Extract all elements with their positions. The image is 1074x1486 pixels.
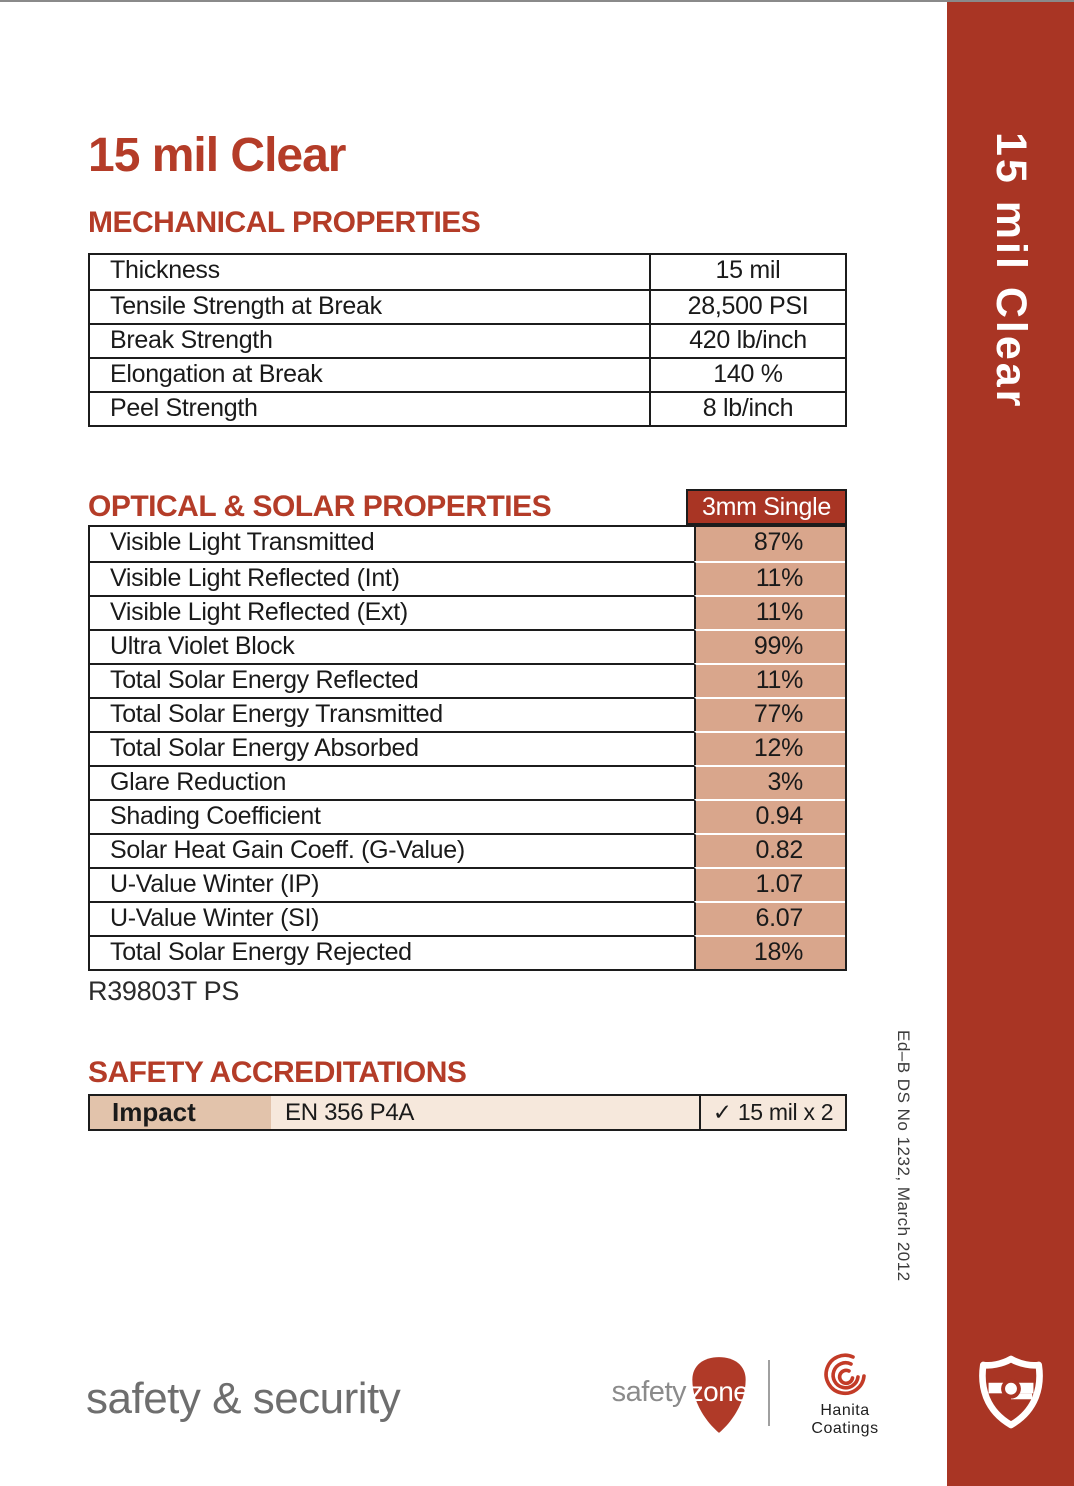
property-value: 0.94 bbox=[694, 799, 845, 833]
property-value: 15 mil bbox=[715, 256, 781, 284]
table-row bbox=[90, 629, 845, 663]
table-row bbox=[90, 663, 845, 697]
table-row bbox=[90, 289, 845, 323]
property-label: Break Strength bbox=[90, 323, 651, 357]
property-label: Solar Heat Gain Coeff. (G-Value) bbox=[90, 833, 694, 867]
property-value: 12% bbox=[694, 731, 845, 765]
table-row bbox=[90, 799, 845, 833]
shield-emblem-icon bbox=[947, 1354, 1074, 1430]
property-label: Thickness bbox=[90, 255, 651, 289]
accreditation-type: Impact bbox=[90, 1096, 271, 1129]
property-label: U-Value Winter (IP) bbox=[90, 867, 694, 901]
table-row bbox=[90, 561, 845, 595]
property-value: 11% bbox=[694, 561, 845, 595]
page-title: 15 mil Clear bbox=[88, 129, 346, 182]
hanita-label: Hanita Coatings bbox=[811, 1402, 879, 1437]
property-value: 3% bbox=[694, 765, 845, 799]
property-label: Glare Reduction bbox=[90, 765, 694, 799]
property-value: 140 % bbox=[651, 357, 845, 391]
table-row bbox=[90, 697, 845, 731]
safety-accreditation-row bbox=[88, 1094, 847, 1131]
footer-divider bbox=[768, 1360, 770, 1426]
mechanical-heading: MECHANICAL PROPERTIES bbox=[88, 206, 481, 239]
table-row bbox=[90, 595, 845, 629]
table-row bbox=[90, 731, 845, 765]
property-value: 18% bbox=[694, 935, 845, 969]
mechanical-table bbox=[88, 253, 847, 427]
property-value: 87% bbox=[694, 527, 845, 561]
property-label: Total Solar Energy Transmitted bbox=[90, 697, 694, 731]
property-label: Elongation at Break bbox=[90, 357, 651, 391]
property-label: Ultra Violet Block bbox=[90, 629, 694, 663]
table-row bbox=[90, 255, 845, 289]
property-label: U-Value Winter (SI) bbox=[90, 901, 694, 935]
property-value: 420 lb/inch bbox=[651, 323, 845, 357]
property-label: Shading Coefficient bbox=[90, 799, 694, 833]
property-value: 99% bbox=[694, 629, 845, 663]
table-row bbox=[90, 833, 845, 867]
property-value: 11% bbox=[694, 595, 845, 629]
table-row bbox=[90, 391, 845, 425]
property-label: Total Solar Energy Rejected bbox=[90, 935, 694, 969]
property-label: Visible Light Reflected (Int) bbox=[90, 561, 694, 595]
property-value: 0.82 bbox=[694, 833, 845, 867]
check-icon: ✓ bbox=[712, 1099, 732, 1125]
table-row bbox=[90, 527, 845, 561]
product-code: R39803T PS bbox=[88, 976, 240, 1006]
optical-heading: OPTICAL & SOLAR PROPERTIES bbox=[88, 490, 552, 523]
safety-heading: SAFETY ACCREDITATIONS bbox=[88, 1056, 467, 1089]
table-row bbox=[90, 323, 845, 357]
table-row bbox=[90, 867, 845, 901]
table-row bbox=[90, 935, 845, 969]
safetyzone-suffix-label: zone bbox=[689, 1376, 749, 1407]
safetyzone-logo bbox=[560, 1354, 750, 1440]
table-row bbox=[90, 901, 845, 935]
property-value: 11% bbox=[694, 663, 845, 697]
property-label: Visible Light Transmitted bbox=[110, 528, 375, 556]
safetyzone-prefix-label: safety bbox=[611, 1376, 686, 1408]
property-label: Peel Strength bbox=[90, 391, 651, 425]
hanita-logo bbox=[790, 1350, 900, 1437]
property-label: Total Solar Energy Reflected bbox=[90, 663, 694, 697]
sidebar bbox=[947, 2, 1074, 1486]
footer-tagline: safety & security bbox=[86, 1374, 401, 1423]
property-value: 6.07 bbox=[694, 901, 845, 935]
optical-table bbox=[88, 525, 847, 971]
property-label: Total Solar Energy Absorbed bbox=[90, 731, 694, 765]
table-row bbox=[90, 357, 845, 391]
property-value: 28,500 PSI bbox=[651, 289, 845, 323]
hanita-swirl-icon bbox=[820, 1350, 870, 1400]
edition-note: Ed–B DS No 1232, March 2012 bbox=[894, 1030, 913, 1282]
property-value: 8 lb/inch bbox=[651, 391, 845, 425]
optical-column-header: 3mm Single bbox=[686, 489, 847, 525]
accreditation-result bbox=[699, 1096, 845, 1129]
property-label: Visible Light Reflected (Ext) bbox=[90, 595, 694, 629]
property-label: Tensile Strength at Break bbox=[90, 289, 651, 323]
table-row bbox=[90, 765, 845, 799]
property-value: 77% bbox=[694, 697, 845, 731]
accreditation-standard: EN 356 P4A bbox=[285, 1099, 415, 1126]
property-value: 1.07 bbox=[694, 867, 845, 901]
sidebar-vertical-title: 15 mil Clear bbox=[987, 132, 1035, 410]
accreditation-result-text: 15 mil x 2 bbox=[737, 1099, 834, 1125]
